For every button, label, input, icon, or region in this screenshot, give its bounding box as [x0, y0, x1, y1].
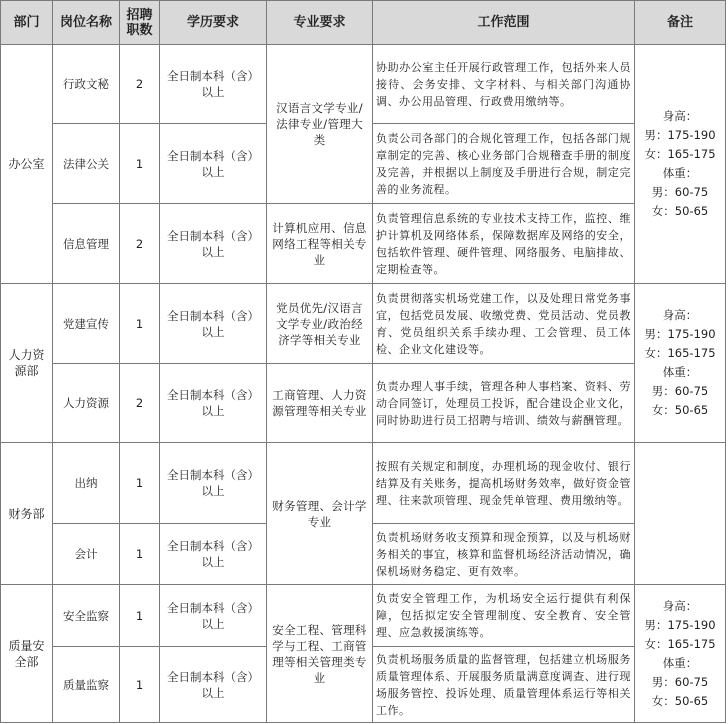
major-cell: 党员优先/汉语言文学专业/政治经济学等相关专业: [267, 284, 373, 364]
note-weight-male: 男：60-75: [651, 674, 709, 689]
note-weight-male: 男：60-75: [651, 384, 709, 398]
note-weight-label: 体重：: [662, 365, 698, 379]
note-weight-female: 女：50-65: [651, 693, 709, 708]
count-cell: 1: [120, 524, 160, 585]
post-cell: 出纳: [53, 443, 120, 524]
edu-cell: 全日制本科（含）以上: [160, 647, 267, 723]
header-major: 专业要求: [267, 1, 373, 45]
count-cell: 1: [120, 443, 160, 524]
note-height-male: 男：175-190: [644, 617, 716, 632]
table-row: [1, 284, 726, 364]
count-cell: 2: [120, 45, 160, 124]
note-height-male: 男：175-190: [644, 327, 716, 341]
note-height-label: 身高：: [662, 109, 698, 123]
header-row: [1, 1, 726, 45]
count-cell: 2: [120, 364, 160, 443]
major-cell: 财务管理、会计学专业: [267, 443, 373, 585]
post-cell: 质量监察: [53, 647, 120, 723]
major-cell: 计算机应用、信息网络工程等相关专业: [267, 204, 373, 284]
note-height-label: 身高：: [662, 598, 698, 613]
work-cell: 负责管理信息系统的专业技术支持工作，监控、维护计算机及网络体系，保障数据库及网络的安全，包括软件管理、硬件管理、网络服务、电脑排故、定期检查等。: [373, 204, 635, 284]
work-cell: 协助办公室主任开展行政管理工作，包括外来人员接待、会务安排、文字材料、与相关部门沟通协调、办公用品管理、行政费用缴纳等。: [373, 45, 635, 124]
post-cell: 会计: [53, 524, 120, 585]
header-work: 工作范围: [373, 1, 635, 45]
work-cell: 负责安全管理工作，为机场安全运行提供有利保障，包括拟定安全管理制度、安全教育、安全管理、应急救援演练等。: [373, 585, 635, 647]
post-cell: 信息管理: [53, 204, 120, 284]
note-weight-male: 男：60-75: [651, 185, 709, 199]
post-cell: 党建宣传: [53, 284, 120, 364]
post-cell: 法律公关: [53, 124, 120, 204]
count-cell: 1: [120, 284, 160, 364]
edu-cell: 全日制本科（含）以上: [160, 284, 267, 364]
table-row: [1, 443, 726, 524]
major-cell: 工商管理、人力资源管理等相关专业: [267, 364, 373, 443]
edu-cell: 全日制本科（含）以上: [160, 585, 267, 647]
note-cell-hr: [635, 284, 726, 443]
post-cell: 安全监察: [53, 585, 120, 647]
dept-finance: 财务部: [1, 443, 53, 585]
edu-cell: 全日制本科（含）以上: [160, 364, 267, 443]
count-cell: 2: [120, 204, 160, 284]
note-weight-label: 体重：: [662, 166, 698, 180]
count-cell: 1: [120, 124, 160, 204]
note-weight-label: 体重：: [662, 655, 698, 670]
count-cell: 1: [120, 647, 160, 723]
dept-hr: 人力资源部: [1, 284, 53, 443]
note-cell-finance-empty: [635, 443, 726, 585]
work-cell: 负责办理人事手续，管理各种人事档案、资料、劳动合同签订，处理员工投诉，配合建设企业文化，同时协助进行员工招聘与培训、绩效与薪酬管理。: [373, 364, 635, 443]
note-cell-office: [635, 45, 726, 284]
header-count: 招聘职数: [120, 1, 160, 45]
header-note: 备注: [635, 1, 726, 45]
post-cell: 人力资源: [53, 364, 120, 443]
note-height-female: 女：165-175: [644, 147, 716, 161]
table-row: [1, 45, 726, 124]
header-post: 岗位名称: [53, 1, 120, 45]
work-cell: 负责贯彻落实机场党建工作，以及处理日常党务事宜，包括党员发展、收缴党费、党员活动、党员教育、党员组织关系手续办理、工会管理、员工体检、企业文化建设等。: [373, 284, 635, 364]
header-edu: 学历要求: [160, 1, 267, 45]
major-cell: 汉语言文学专业/法律专业/管理大类: [267, 45, 373, 204]
edu-cell: 全日制本科（含）以上: [160, 45, 267, 124]
header-dept: 部门: [1, 1, 53, 45]
count-cell: 1: [120, 585, 160, 647]
dept-office: 办公室: [1, 45, 53, 284]
work-cell: 负责机场财务收支预算和现金预算，以及与机场财务相关的事宜，核算和监督机场经济活动情况，确保机场财务稳定、更有效率。: [373, 524, 635, 585]
edu-cell: 全日制本科（含）以上: [160, 524, 267, 585]
table-row: [1, 204, 726, 284]
note-cell-quality: [635, 585, 726, 723]
note-weight-female: 女：50-65: [651, 204, 709, 218]
note-height-female: 女：165-175: [644, 346, 716, 360]
work-cell: 负责公司各部门的合规化管理工作，包括各部门规章制定的完善、核心业务部门合规稽查手册的制度及完善，并根据以上制度及手册进行合规，制定完善的业务流程。: [373, 124, 635, 204]
dept-quality-safety: 质量安全部: [1, 585, 53, 723]
edu-cell: 全日制本科（含）以上: [160, 443, 267, 524]
note-height-label: 身高：: [662, 308, 698, 322]
edu-cell: 全日制本科（含）以上: [160, 204, 267, 284]
note-weight-female: 女：50-65: [651, 403, 709, 417]
table-row: [1, 364, 726, 443]
edu-cell: 全日制本科（含）以上: [160, 124, 267, 204]
work-cell: 按照有关规定和制度，办理机场的现金收付、银行结算及有关账务，提高机场财务效率，做好资金管理、往来款项管理、现金凭单管理、费用缴纳等。: [373, 443, 635, 524]
note-height-male: 男：175-190: [644, 128, 716, 142]
note-height-female: 女：165-175: [644, 636, 716, 651]
post-cell: 行政文秘: [53, 45, 120, 124]
work-cell: 负责机场服务质量的监督管理，包括建立机场服务质量管理体系、开展服务质量满意度调查、进行现场服务管控、投诉处理、质量管理体系运行等相关工作。: [373, 647, 635, 723]
major-cell: 安全工程、管理科学与工程、工商管理等相关管理类专业: [267, 585, 373, 723]
table-row: [1, 585, 726, 647]
